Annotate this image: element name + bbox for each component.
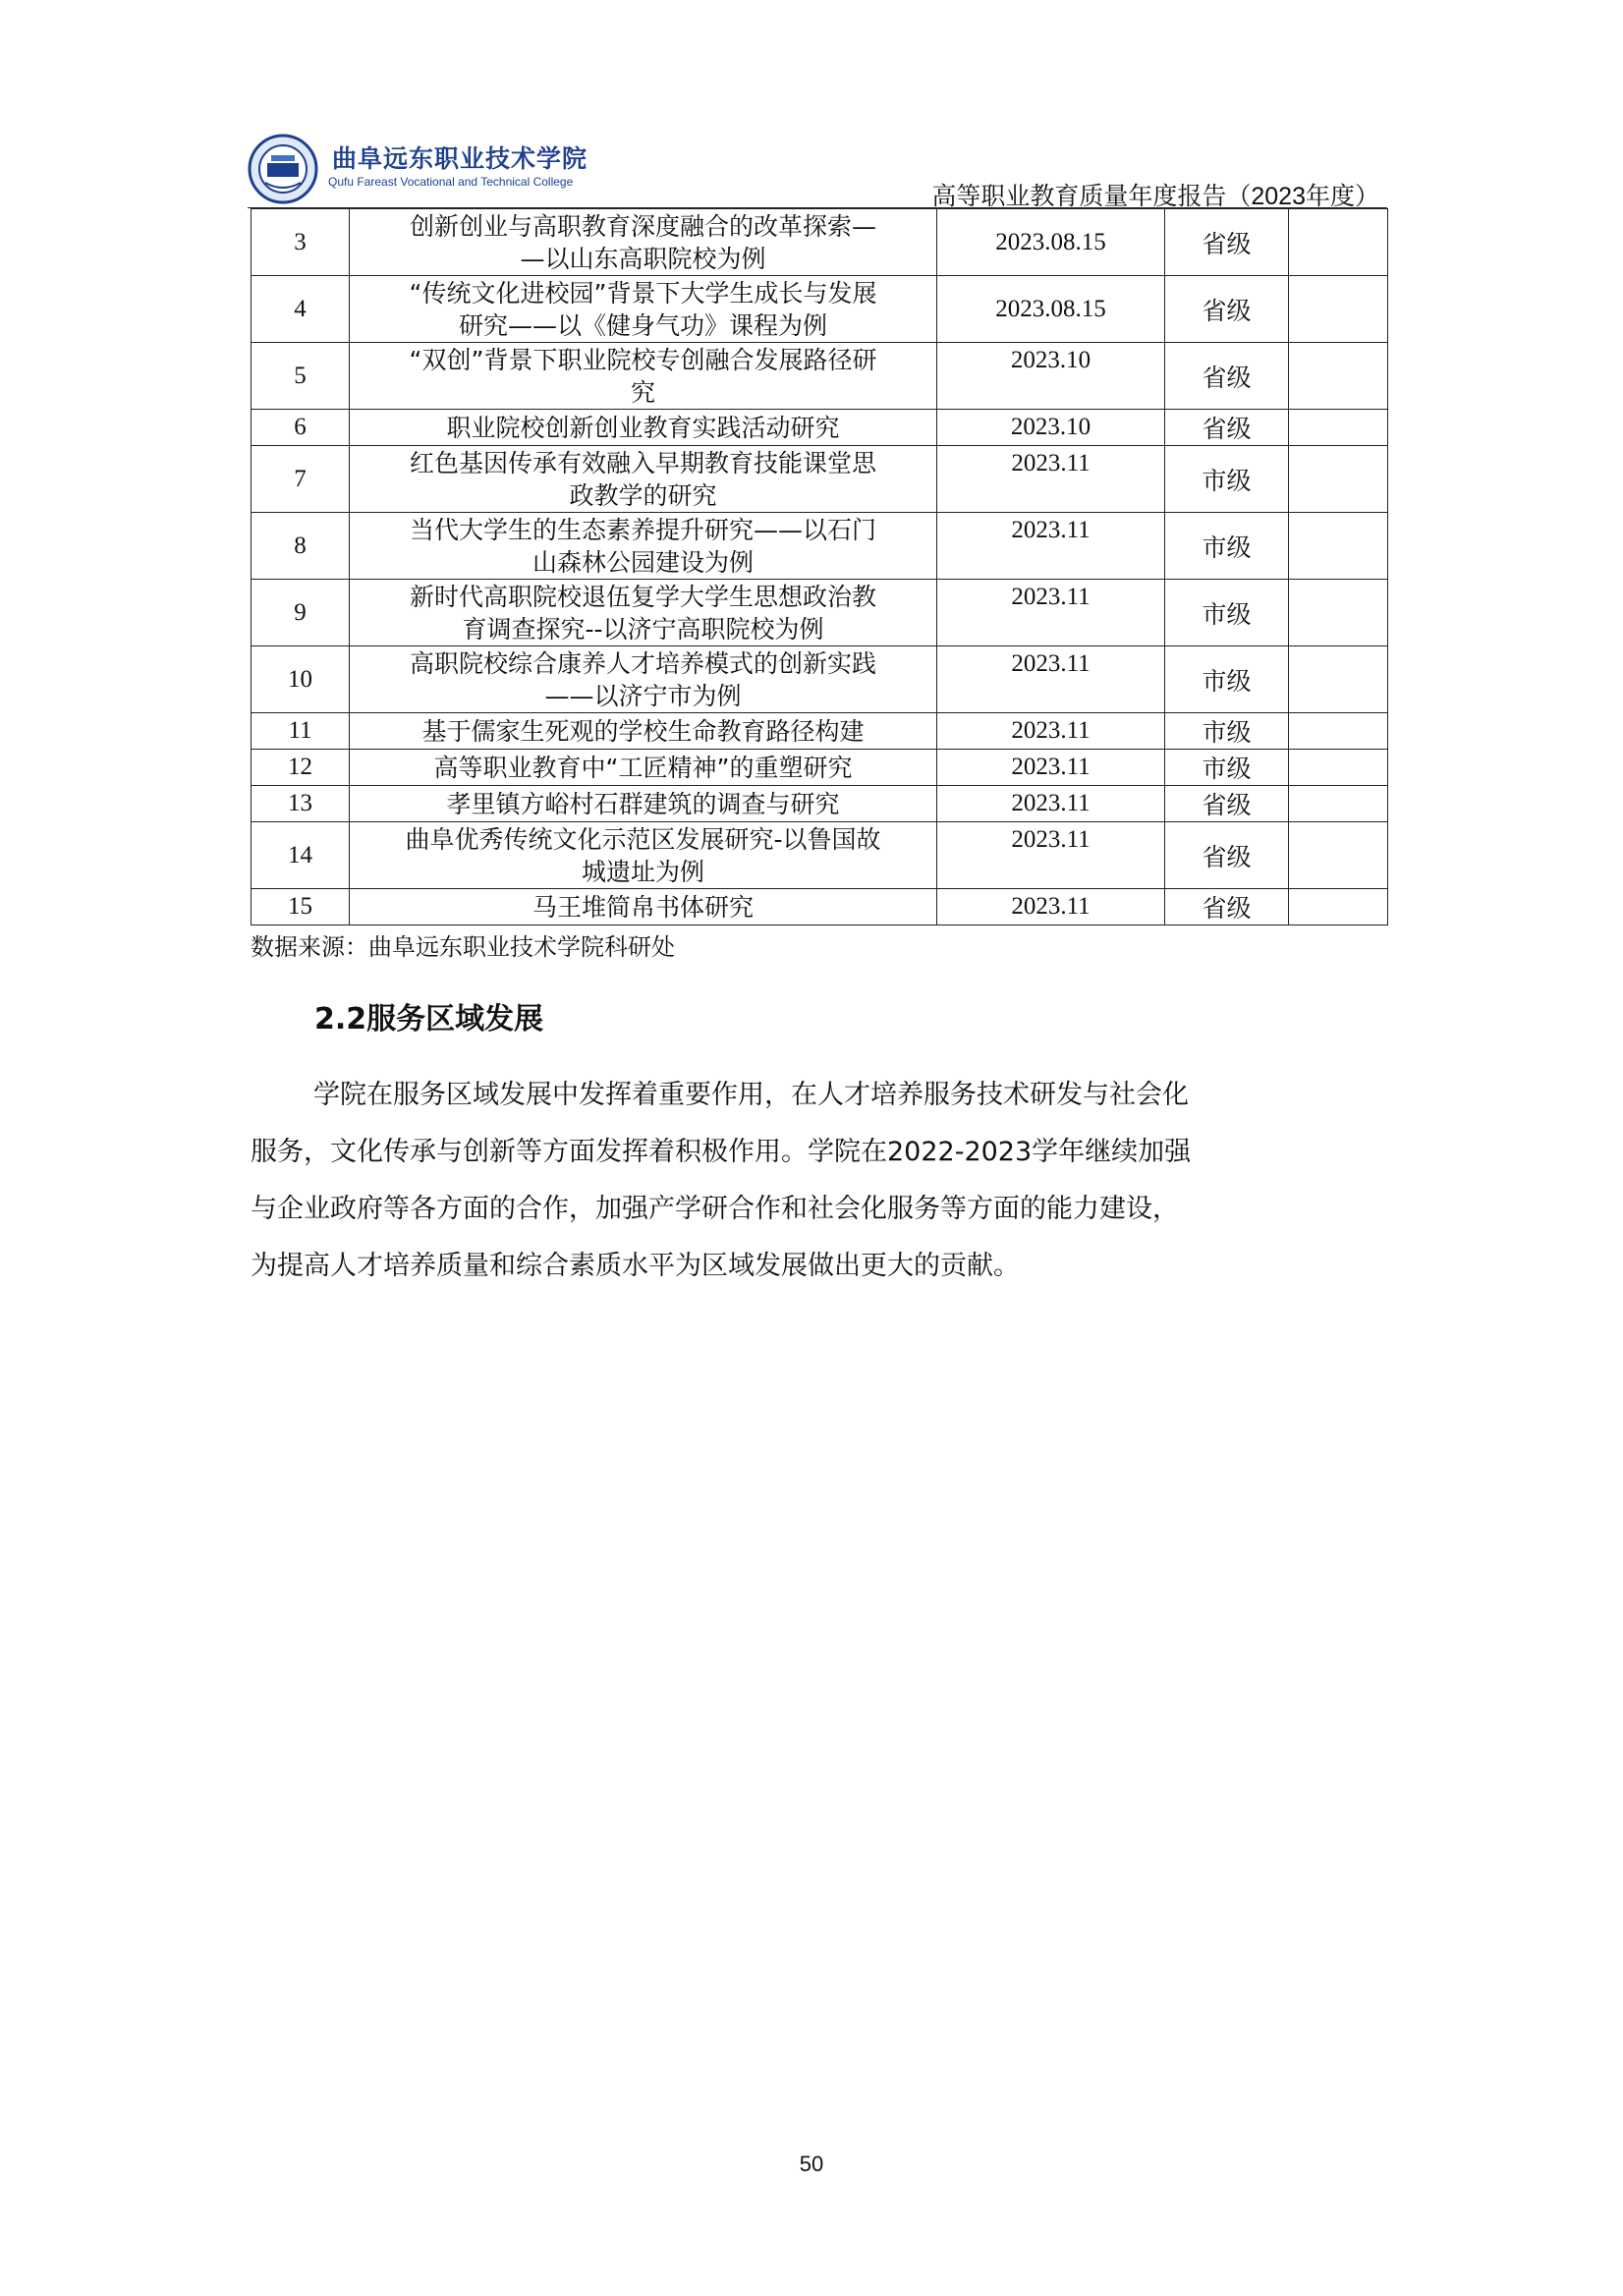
table-row: [252, 713, 1388, 750]
cell-number: 11: [252, 713, 350, 750]
table-row: [252, 786, 1388, 822]
title-line: ——以济宁市为例: [544, 681, 742, 710]
cell-date: 2023.08.15: [937, 209, 1165, 276]
cell-level: 省级: [1165, 786, 1289, 822]
cell-date: 2023.10: [937, 343, 1165, 410]
report-title: 高等职业教育质量年度报告（2023年度）: [931, 183, 1379, 210]
cell-blank: [1289, 750, 1388, 786]
cell-blank: [1289, 786, 1388, 822]
title-line: 育调查探究--以济宁高职院校为例: [462, 614, 824, 644]
cell-level: 省级: [1165, 822, 1289, 889]
cell-number: 7: [252, 446, 350, 513]
cell-level: 市级: [1165, 513, 1289, 580]
cell-blank: [1289, 446, 1388, 513]
table-row: [252, 446, 1388, 513]
title-line: 政教学的研究: [569, 480, 717, 510]
title-line: 新时代高职院校退伍复学大学生思想政治教: [409, 582, 876, 611]
cell-level: 市级: [1165, 713, 1289, 750]
title-line: 职业院校创新创业教育实践活动研究: [446, 413, 840, 442]
cell-project-title: [350, 276, 937, 343]
cell-number: 6: [252, 410, 350, 446]
cell-date: 2023.10: [937, 410, 1165, 446]
cell-date: 2023.11: [937, 646, 1165, 713]
title-line: 创新创业与高职教育深度融合的改革探索—: [409, 211, 876, 241]
cell-blank: [1289, 513, 1388, 580]
data-source-note: 数据来源：曲阜远东职业技术学院科研处: [251, 933, 675, 961]
cell-number: 13: [252, 786, 350, 822]
cell-project-title: [350, 513, 937, 580]
cell-project-title: [350, 446, 937, 513]
paragraph-line: 学院在服务区域发展中发挥着重要作用，在人才培养服务技术研发与社会化: [313, 1080, 1189, 1110]
page-header: [248, 134, 1387, 208]
cell-blank: [1289, 822, 1388, 889]
cell-date: 2023.11: [937, 750, 1165, 786]
cell-level: 省级: [1165, 209, 1289, 276]
table-row: [252, 513, 1388, 580]
title-line: “传统文化进校园”背景下大学生成长与发展: [409, 278, 877, 308]
title-line: 山森林公园建设为例: [532, 547, 754, 577]
cell-number: 14: [252, 822, 350, 889]
cell-project-title: [350, 646, 937, 713]
cell-project-title: [350, 786, 937, 822]
table-row: [252, 209, 1388, 276]
cell-blank: [1289, 713, 1388, 750]
title-line: 孝里镇方峪村石群建筑的调查与研究: [446, 789, 840, 818]
cell-level: 省级: [1165, 343, 1289, 410]
title-line: “双创”背景下职业院校专创融合发展路径研: [409, 345, 877, 374]
cell-blank: [1289, 889, 1388, 925]
cell-blank: [1289, 580, 1388, 646]
college-name-en: Qufu Fareast Vocational and Technical College: [328, 175, 574, 189]
cell-number: 4: [252, 276, 350, 343]
table-body: [252, 209, 1388, 925]
title-line: 究: [630, 377, 655, 407]
title-line: 城遗址为例: [581, 857, 704, 886]
cell-number: 12: [252, 750, 350, 786]
cell-number: 15: [252, 889, 350, 925]
title-line: 高职院校综合康养人才培养模式的创新实践: [409, 648, 876, 678]
paragraph-line: 为提高人才培养质量和综合素质水平为区域发展做出更大的贡献。: [251, 1251, 1020, 1281]
cell-level: 省级: [1165, 410, 1289, 446]
cell-number: 8: [252, 513, 350, 580]
cell-date: 2023.11: [937, 822, 1165, 889]
cell-level: 省级: [1165, 276, 1289, 343]
paragraph-line: 与企业政府等各方面的合作，加强产学研合作和社会化服务等方面的能力建设，: [251, 1194, 1179, 1224]
table-row: [252, 276, 1388, 343]
title-line: 曲阜优秀传统文化示范区发展研究-以鲁国故: [405, 824, 881, 854]
cell-project-title: [350, 343, 937, 410]
paragraph-line: 服务，文化传承与创新等方面发挥着积极作用。学院在2022-2023学年继续加强: [251, 1137, 1192, 1167]
cell-project-title: [350, 209, 937, 276]
cell-date: 2023.08.15: [937, 276, 1165, 343]
table-row: [252, 410, 1388, 446]
table-row: [252, 580, 1388, 646]
cell-level: 市级: [1165, 750, 1289, 786]
cell-date: 2023.11: [937, 513, 1165, 580]
section-paragraph: [251, 1067, 1390, 1295]
section-title: 2.2服务区域发展: [314, 1002, 544, 1036]
cell-blank: [1289, 276, 1388, 343]
table-row: [252, 343, 1388, 410]
cell-date: 2023.11: [937, 713, 1165, 750]
cell-project-title: [350, 713, 937, 750]
cell-blank: [1289, 343, 1388, 410]
title-line: 基于儒家生死观的学校生命教育路径构建: [421, 716, 865, 746]
title-line: 当代大学生的生态素养提升研究——以石门: [409, 515, 876, 544]
cell-blank: [1289, 646, 1388, 713]
table-row: [252, 889, 1388, 925]
cell-project-title: [350, 580, 937, 646]
cell-blank: [1289, 410, 1388, 446]
cell-level: 市级: [1165, 646, 1289, 713]
title-line: —以山东高职院校为例: [520, 244, 766, 273]
cell-date: 2023.11: [937, 786, 1165, 822]
research-projects-table: [251, 208, 1388, 925]
table-row: [252, 822, 1388, 889]
cell-project-title: [350, 889, 937, 925]
cell-number: 9: [252, 580, 350, 646]
cell-number: 5: [252, 343, 350, 410]
cell-number: 10: [252, 646, 350, 713]
cell-number: 3: [252, 209, 350, 276]
cell-project-title: [350, 410, 937, 446]
college-logo-icon: [248, 134, 318, 204]
cell-project-title: [350, 822, 937, 889]
college-name-cn: 曲阜远东职业技术学院: [332, 144, 588, 173]
page-number: 50: [799, 2152, 824, 2176]
title-line: 高等职业教育中“工匠精神”的重塑研究: [433, 753, 853, 782]
cell-level: 市级: [1165, 580, 1289, 646]
title-line: 红色基因传承有效融入早期教育技能课堂思: [409, 448, 876, 477]
cell-date: 2023.11: [937, 580, 1165, 646]
cell-blank: [1289, 209, 1388, 276]
cell-date: 2023.11: [937, 889, 1165, 925]
table-row: [252, 750, 1388, 786]
cell-level: 省级: [1165, 889, 1289, 925]
title-line: 马王堆简帛书体研究: [532, 892, 754, 922]
title-line: 研究——以《健身气功》课程为例: [458, 310, 827, 340]
cell-level: 市级: [1165, 446, 1289, 513]
table-row: [252, 646, 1388, 713]
cell-date: 2023.11: [937, 446, 1165, 513]
cell-project-title: [350, 750, 937, 786]
